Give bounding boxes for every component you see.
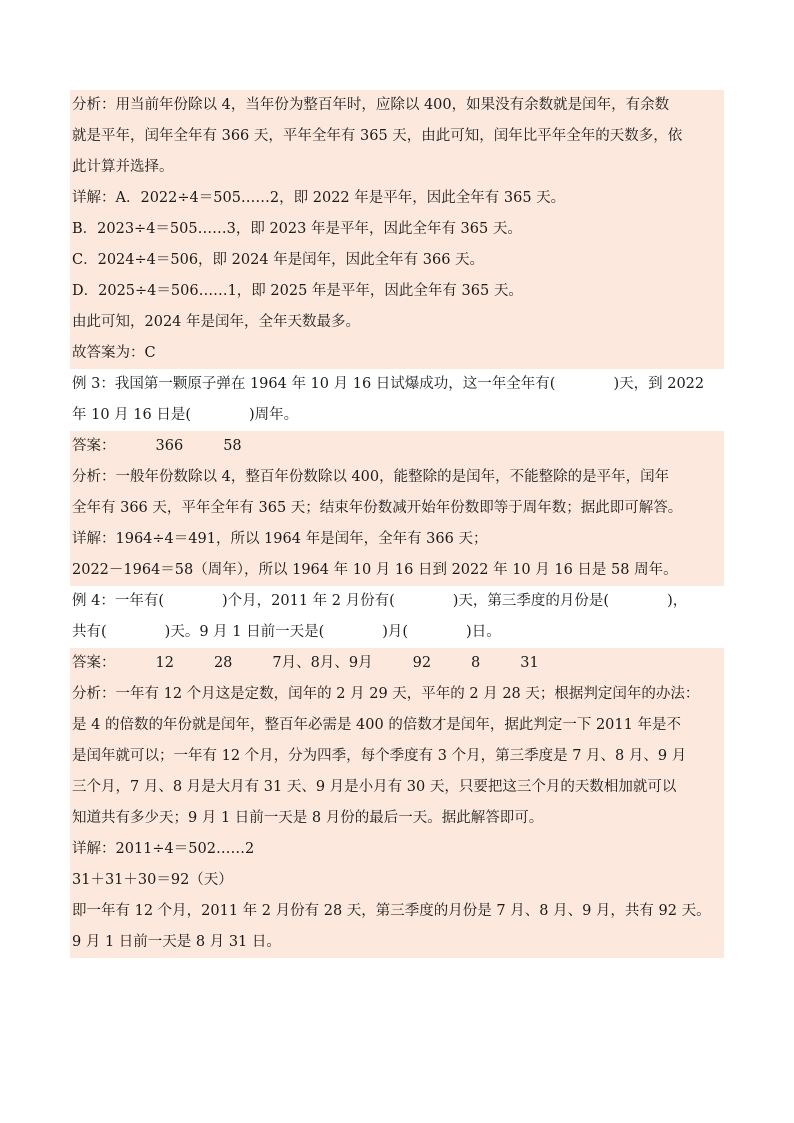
text-line: 2022－1964＝58（周年），所以 1964 年 10 月 16 日到 2022 年 10 月 16 日是 58 周年。 <box>72 562 678 578</box>
answer-value: 12 <box>155 655 174 671</box>
text-line: 分析：用当前年份除以 4，当年份为整百年时，应除以 400，如果没有余数就是闰年，有余数 <box>72 97 670 113</box>
text-line: 三个月，7 月、8 月是大月有 31 天、9 月是小月有 30 天，只要把这三个月的天数相加就可以 <box>72 779 677 795</box>
text-line: 全年有 366 天，平年全年有 365 天；结束年份数减开始年份数即等于周年数；据此即可解答。 <box>72 500 683 516</box>
answer-value: 366 <box>155 438 184 454</box>
text-line: C．2024÷4＝506，即 2024 年是闰年，因此全年有 366 天。 <box>72 252 485 268</box>
answer-value: 28 <box>213 655 233 671</box>
solution-block <box>70 431 724 586</box>
text-line: 31＋31＋30＝92（天） <box>72 872 233 888</box>
document-content <box>70 90 724 958</box>
answer-line <box>70 648 724 679</box>
text-line: B．2023÷4＝505……3，即 2023 年是平年，因此全年有 365 天。 <box>72 221 522 237</box>
text-line: 就是平年，闰年全年有 366 天，平年全年有 365 天，由此可知，闰年比平年全年的天数多，依 <box>72 128 683 144</box>
text-line: 详解：1964÷4＝491，所以 1964 年是闰年，全年有 366 天； <box>72 531 488 547</box>
question-block <box>70 369 724 431</box>
text-line: 年 10 月 16 日是( )周年。 <box>72 407 299 423</box>
answer-label: 答案： <box>72 438 116 454</box>
answer-value: 58 <box>223 438 242 454</box>
answer-line <box>70 431 724 462</box>
text-line: 分析：一般年份数除以 4，整百年份数除以 400，能整除的是闰年，不能整除的是平年，闰年 <box>72 469 670 485</box>
text-line: 此计算并选择。 <box>72 159 174 175</box>
text-line: 即一年有 12 个月，2011 年 2 月份有 28 天，第三季度的月份是 7 月、8 月、9 月，共有 92 天。 <box>72 903 711 919</box>
text-line: 是闰年就可以；一年有 12 个月，分为四季，每个季度有 3 个月，第三季度是 7 月、8 月、9 月 <box>72 748 687 764</box>
solution-block <box>70 648 724 958</box>
answer-value: 92 <box>412 655 432 671</box>
text-line: 详解：A．2022÷4＝505……2，即 2022 年是平年，因此全年有 365 天。 <box>72 190 566 206</box>
solution-block <box>70 90 724 369</box>
answer-label: 答案： <box>72 655 116 671</box>
text-line: 9 月 1 日前一天是 8 月 31 日。 <box>72 934 281 950</box>
text-line: 是 4 的倍数的年份就是闰年，整百年必需是 400 的倍数才是闰年，据此判定一下 2011 年是不 <box>72 717 681 733</box>
answer-value: 7月、8月、9月 <box>272 655 373 671</box>
text-line: 故答案为：C <box>72 345 156 361</box>
text-line: 详解：2011÷4＝502……2 <box>72 841 255 857</box>
answer-value: 31 <box>520 655 539 671</box>
answer-value: 8 <box>471 655 481 671</box>
text-line: 由此可知，2024 年是闰年，全年天数最多。 <box>72 314 361 330</box>
text-line: 分析：一年有 12 个月这是定数，闰年的 2 月 29 天，平年的 2 月 28 天；根据判定闰年的办法： <box>72 686 700 702</box>
text-line: 共有( )天。9 月 1 日前一天是( )月( )日。 <box>72 624 501 640</box>
text-line: 例 4：一年有( )个月，2011 年 2 月份有( )天，第三季度的月份是( )， <box>72 593 688 609</box>
text-line: D．2025÷4＝506……1，即 2025 年是平年，因此全年有 365 天。 <box>72 283 523 299</box>
text-line: 知道共有多少天；9 月 1 日前一天是 8 月份的最后一天。据此解答即可。 <box>72 810 544 826</box>
question-block <box>70 586 724 648</box>
text-line: 例 3：我国第一颗原子弹在 1964 年 10 月 16 日试爆成功，这一年全年有( )天，到 2022 <box>72 376 705 392</box>
